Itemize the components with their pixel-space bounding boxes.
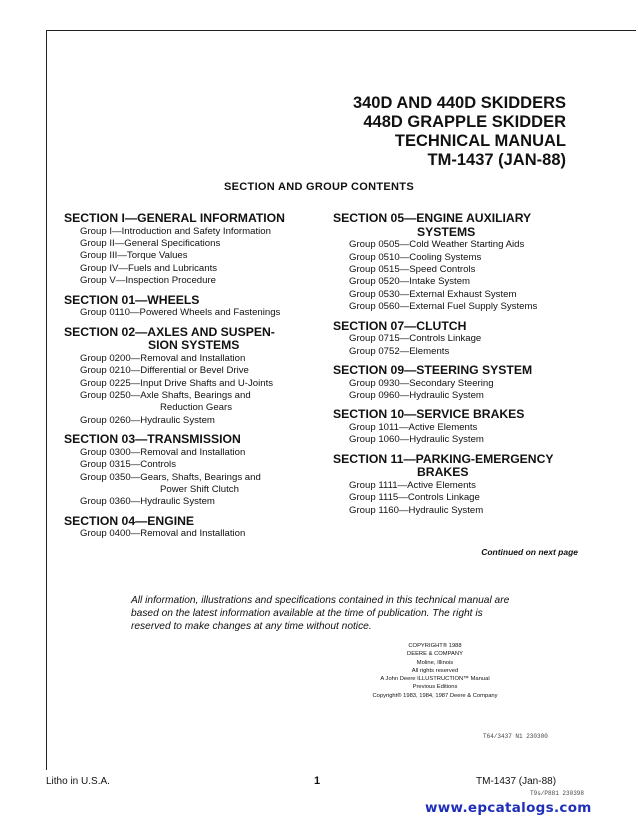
group-text: Group V—Inspection Procedure [80,275,216,287]
left-contents-column [64,212,326,547]
section-entry [333,408,593,446]
watermark-link[interactable]: www.epcatalogs.com [425,800,592,816]
copyright-line: Copyright® 1983, 1984, 1987 Deere & Company [372,692,498,699]
title-line-1: 340D AND 440D SKIDDERS [352,94,566,112]
page-number: 1 [314,775,321,787]
copyright-line: Moline, Illinois [416,659,454,666]
group-entry [333,434,593,446]
contents-heading: SECTION AND GROUP CONTENTS [224,181,414,193]
group-text: Group 0360—Hydraulic System [80,496,215,508]
group-entry [64,226,326,238]
group-entry [333,480,593,492]
group-entry [64,528,326,540]
group-text: Group 0560—External Fuel Supply Systems [349,301,538,313]
section-title-continuation: SYSTEMS [417,224,476,239]
group-entry [64,353,326,365]
copyright-line: DEERE & COMPANY [407,651,463,658]
section-title [333,364,593,378]
group-text: Group 0200—Removal and Installation [80,352,246,364]
group-text: Group 0350—Gears, Shafts, Bearings and [80,471,261,483]
group-entry [333,333,593,345]
group-text: Group III—Torque Values [80,250,188,262]
continued-note: Continued on next page [481,547,578,557]
footer-manual-id: TM-1437 (Jan-88) [476,776,557,787]
section-entry [64,212,326,288]
group-text: Group 0960—Hydraulic System [349,390,484,402]
manual-title-block [353,94,566,170]
group-entry [333,492,593,504]
group-text: Group 0715—Controls Linkage [349,333,482,345]
group-text: Group 1160—Hydraulic System [349,504,484,516]
legal-notice [131,594,531,633]
section-title-text: SECTION 04—ENGINE [64,513,195,528]
notice-line-1: All information, illustrations and specifications contained in this technical manual are [131,595,510,606]
group-entry [333,422,593,434]
group-entry [64,378,326,390]
group-entry [64,250,326,262]
section-title-text: SECTION 03—TRANSMISSION [64,432,241,447]
group-text: Group 1111—Active Elements [349,480,476,492]
group-entry [333,264,593,276]
section-entry [333,320,593,358]
group-entry [64,307,326,319]
section-title-continuation: SION SYSTEMS [148,338,240,353]
group-text: Group 0930—Secondary Steering [349,377,494,389]
copyright-block [360,642,510,700]
group-text: Group 0260—Hydraulic System [80,414,215,426]
group-entry [64,459,326,471]
section-title-text: SECTION 02—AXLES AND SUSPEN- [64,324,275,339]
group-entry [64,415,326,427]
group-entry [64,238,326,250]
copyright-line: All rights reserved [411,667,459,674]
section-title-text: SECTION 05—ENGINE AUXILIARY [333,211,532,225]
group-text: Group 0250—Axle Shafts, Bearings and [80,390,251,402]
title-line-4: TM-1437 (JAN-88) [427,151,566,169]
group-entry [64,275,326,287]
group-entry [333,252,593,264]
group-entry [333,378,593,390]
section-title [333,320,593,334]
group-entry [64,390,326,415]
title-line-3: TECHNICAL MANUAL [394,132,566,150]
section-entry [333,364,593,402]
section-title [64,433,326,447]
group-text: Group 1060—Hydraulic System [349,434,484,446]
group-text: Group 0510—Cooling Systems [349,251,482,263]
section-title-text: SECTION 11—PARKING-EMERGENCY [333,451,554,466]
group-entry [333,505,593,517]
group-entry [333,289,593,301]
section-title [64,326,326,353]
print-code-lower: T9s/P881 230398 [530,790,585,797]
group-text: Group I—Introduction and Safety Information [80,225,271,237]
section-entry [64,294,326,320]
group-entry [333,301,593,313]
group-entry [333,239,593,251]
title-line-2: 448D GRAPPLE SKIDDER [363,113,566,131]
section-title-text: SECTION 10—SERVICE BRAKES [333,407,525,422]
group-entry [64,472,326,497]
group-text: Group 0315—Controls [80,459,176,471]
group-text: Group 0300—Removal and Installation [80,446,246,458]
section-title-continuation: BRAKES [417,465,469,480]
print-code-upper: T64/3437 N1 230300 [483,733,548,740]
group-entry [333,390,593,402]
notice-line-3: reserved to make changes at any time without notice. [131,621,372,632]
section-entry [64,515,326,541]
group-entry [333,276,593,288]
section-title [64,212,326,226]
group-entry [64,365,326,377]
group-text: Group 0752—Elements [349,345,450,357]
copyright-line: A John Deere ILLUSTRUCTION™ Manual [380,676,490,683]
section-title-text: SECTION I—GENERAL INFORMATION [64,211,285,225]
section-title [333,408,593,422]
group-entry [64,496,326,508]
group-text: Group 0210—Differential or Bevel Drive [80,365,249,377]
copyright-line: COPYRIGHT® 1988 [408,643,462,649]
group-text-continuation: Reduction Gears [160,402,232,414]
group-text: Group 0515—Speed Controls [349,264,476,275]
group-text: Group 0505—Cold Weather Starting Aids [349,239,525,251]
footer-litho: Litho in U.S.A. [46,776,110,787]
group-text: Group II—General Specifications [80,238,221,249]
group-entry [64,263,326,275]
group-text: Group 1011—Active Elements [349,422,478,434]
group-text: Group IV—Fuels and Lubricants [80,262,218,274]
group-text: Group 0520—Intake System [349,276,471,288]
section-title [64,515,326,529]
section-title [333,453,593,480]
section-entry [64,433,326,509]
section-title [333,212,593,239]
section-title-text: SECTION 09—STEERING SYSTEM [333,363,533,378]
right-contents-column [333,212,593,523]
group-text-continuation: Power Shift Clutch [160,484,239,496]
copyright-line: Previous Editions [412,684,458,691]
group-entry [333,346,593,358]
section-title [64,294,326,308]
section-title-text: SECTION 01—WHEELS [64,292,200,307]
notice-line-2: based on the latest information available at the time of publication. The right is [131,608,483,619]
section-entry [333,453,593,517]
group-text: Group 0530—External Exhaust System [349,288,517,300]
group-text: Group 0110—Powered Wheels and Fastenings [80,307,281,319]
section-entry [64,326,326,428]
group-text: Group 1115—Controls Linkage [349,492,480,504]
section-entry [333,212,593,314]
group-entry [64,447,326,459]
group-text: Group 0400—Removal and Installation [80,528,246,540]
section-title-text: SECTION 07—CLUTCH [333,318,467,333]
group-text: Group 0225—Input Drive Shafts and U-Joints [80,377,274,389]
